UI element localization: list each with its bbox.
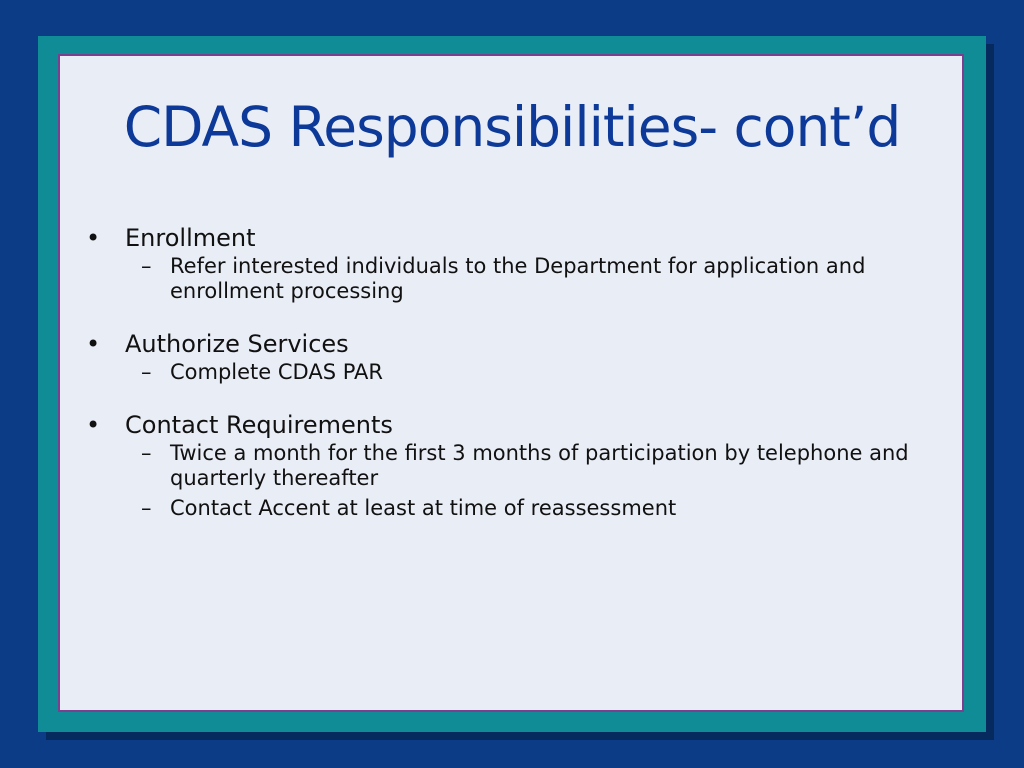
list-item — [86, 222, 936, 304]
dash-icon: – — [141, 360, 152, 384]
sub-item-text: Contact Accent at least at time of reassessment — [170, 496, 677, 520]
list-item-label: Enrollment — [125, 224, 256, 252]
list-item-label: Authorize Services — [125, 330, 349, 358]
slide-title: CDAS Responsibilities- cont’d — [123, 95, 901, 159]
dash-icon: – — [141, 254, 152, 278]
sub-item — [141, 441, 936, 491]
list-item-label: Contact Requirements — [125, 411, 393, 439]
dash-icon: – — [141, 441, 152, 465]
sub-item-text: Twice a month for the first 3 months of participation by telephone and quarterly thereafter — [170, 441, 909, 490]
sub-item — [141, 360, 936, 385]
dash-icon: – — [141, 496, 152, 520]
bullet-icon: • — [86, 411, 101, 439]
sub-item — [141, 254, 936, 304]
sub-item-text: Refer interested individuals to the Department for application and enrollment processing — [170, 254, 866, 303]
bullet-list — [86, 222, 936, 545]
list-item — [86, 328, 936, 385]
sub-item-text: Complete CDAS PAR — [170, 360, 383, 384]
sub-item — [141, 496, 936, 521]
bullet-icon: • — [86, 224, 101, 252]
list-item — [86, 409, 936, 521]
bullet-icon: • — [86, 330, 101, 358]
